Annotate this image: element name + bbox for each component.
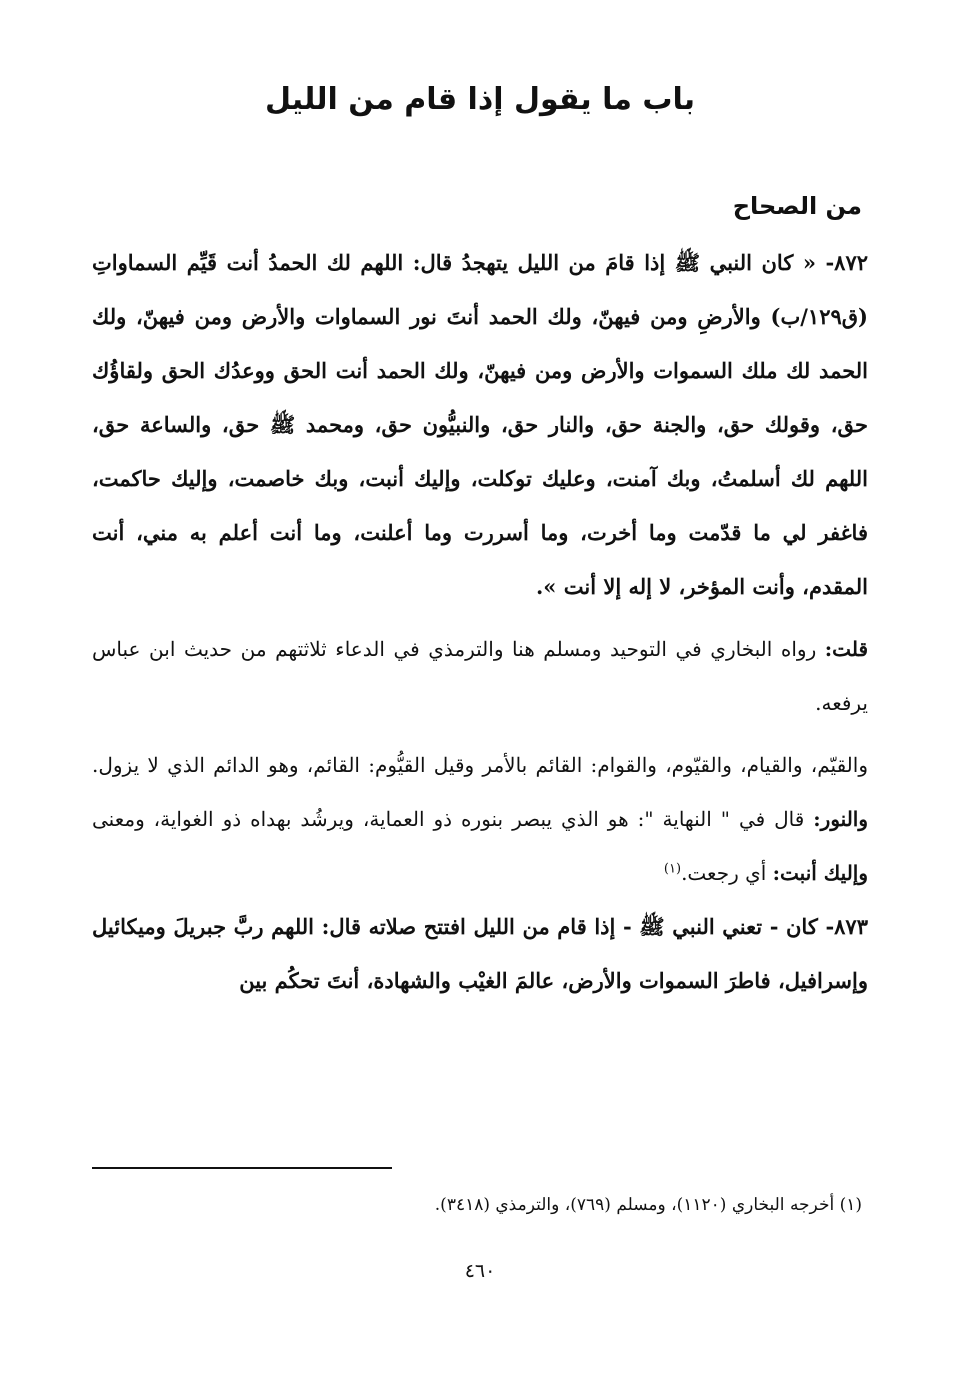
definition-label-nur: والنور: <box>813 807 868 831</box>
definition-text-b: قال في " النهاية ": هو الذي يبصر بنوره ذو العماية، ويرشُد بهداه ذو الغواية، ومعنى <box>92 807 814 831</box>
chapter-title: باب ما يقول إذا قام من الليل <box>264 82 696 117</box>
hadith-873-text: كان - تعني النبي ﷺ - إذا قام من الليل افتتح صلاته قال: اللهم ربَّ جبريلَ وميكائيل وإسرافيل، فاطرَ السموات والأرض، عالمَ الغيْب والشهادة، أنتَ تحكُم بين <box>92 914 868 993</box>
definition-label-anabt: وإليك أنبت: <box>772 861 868 885</box>
definition-text-c: أي رجعت. <box>681 861 773 885</box>
commentary-text: رواه البخاري في التوحيد ومسلم هنا والترمذي في الدعاء ثلاثتهم من حديث ابن عباس يرفعه. <box>92 637 868 715</box>
section-heading: من الصحاح <box>732 192 862 220</box>
body-text <box>92 236 868 1008</box>
footnote-divider <box>92 1167 392 1169</box>
hadith-873 <box>92 900 868 1008</box>
footnote: (١) أخرجه البخاري (١١٢٠)، ومسلم (٧٦٩)، والترمذي (٣٤١٨). <box>434 1195 862 1215</box>
hadith-873-number: ٨٧٣- <box>825 914 868 939</box>
book-page <box>92 0 868 1379</box>
page-number: ٤٦٠ <box>464 1260 496 1282</box>
hadith-872-text: « كان النبي ﷺ إذا قامَ من الليل يتهجدُ قال: اللهم لك الحمدُ أنت قَيِّم السماواتِ (ق١٢٩/ب) والأرضِ ومن فيهنّ، ولك الحمد أنتَ نور السماوات والأرض ومن فيهنّ، ولك الحمد لك ملك السموات والأرض ومن فيهنّ، ولك الحمد أنت الحق ووعدُك الحق ولقاؤُك حق، وقولك حق، والجنة حق، والنار حق، والنبيُّون حق، ومحمد ﷺ حق، والساعة حق، اللهم لك أسلمتُ، وبك آمنت، وعليك توكلت، وإليك أنبت، وبك خاصمت، وإليك حاكمت، فاغفر لي ما قدّمت وما أخرت، وما أسررت وما أعلنت، وما أنت أعلم به مني، أنت المقدم، وأنت المؤخر، لا إله إلا أنت ». <box>92 250 868 599</box>
hadith-872 <box>92 236 868 614</box>
definition-text-a: والقيّم، والقيام، والقيّوم، والقوام: القائم بالأمر وقيل القيُّوم: القائم، وهو الدائم الذي لا يزول. <box>92 753 868 777</box>
commentary-note-1 <box>92 622 868 730</box>
hadith-872-number: ٨٧٢- <box>825 250 869 275</box>
footnote-reference[interactable]: (١) <box>663 861 682 877</box>
commentary-note-2 <box>92 738 868 900</box>
commentary-label: قلت: <box>824 637 868 661</box>
